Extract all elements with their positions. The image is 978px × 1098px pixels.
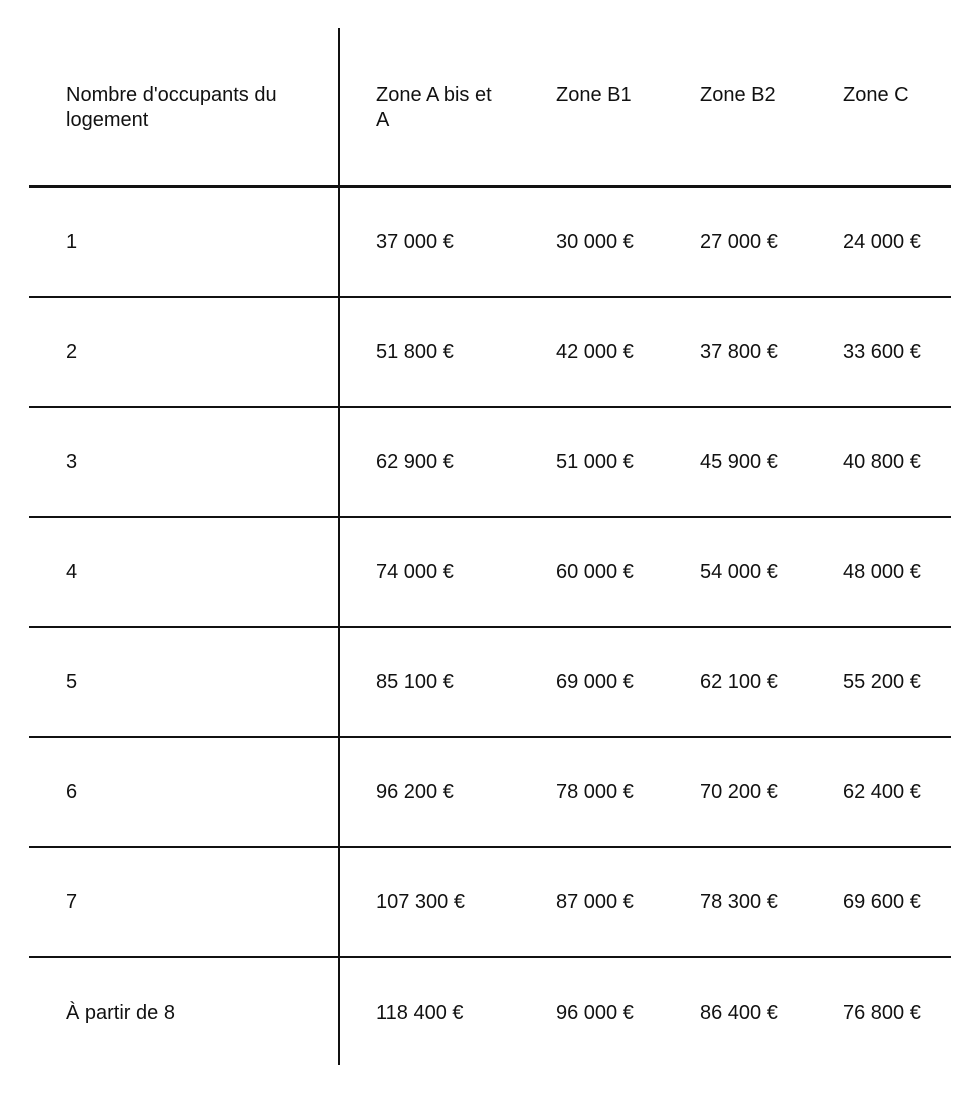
occupants-cell: 1 (66, 230, 78, 253)
zone-b2-cell: 78 300 € (700, 890, 778, 913)
table-row (29, 188, 951, 298)
zone-c-cell: 48 000 € (843, 560, 921, 583)
zone-c-cell: 55 200 € (843, 670, 921, 693)
zone-b1-cell: 69 000 € (556, 670, 634, 693)
table-row (29, 518, 951, 628)
zone-b2-cell: 86 400 € (700, 1001, 778, 1024)
zone-b1-cell: 51 000 € (556, 450, 634, 473)
zone-b1-cell: 78 000 € (556, 780, 634, 803)
zone-b1-cell: 96 000 € (556, 1001, 634, 1024)
zone-c-cell: 76 800 € (843, 1001, 921, 1024)
header-zone-b1: Zone B1 (556, 84, 632, 106)
occupants-cell: 3 (66, 450, 78, 473)
occupants-cell: 5 (66, 670, 78, 693)
header-zone-a: Zone A bis et A (376, 84, 492, 131)
table-row (29, 738, 951, 848)
zone-c-cell: 24 000 € (843, 230, 921, 253)
zone-b2-cell: 54 000 € (700, 560, 778, 583)
zone-a-cell: 74 000 € (376, 560, 454, 583)
zone-b2-cell: 37 800 € (700, 340, 778, 363)
occupants-cell: 2 (66, 340, 78, 363)
zone-a-cell: 85 100 € (376, 670, 454, 693)
zone-a-cell: 62 900 € (376, 450, 454, 473)
occupants-cell: 4 (66, 560, 78, 583)
header-zone-b2: Zone B2 (700, 84, 776, 106)
zone-c-cell: 69 600 € (843, 890, 921, 913)
zone-b1-cell: 60 000 € (556, 560, 634, 583)
occupants-cell: À partir de 8 (66, 1001, 175, 1024)
zone-b1-cell: 87 000 € (556, 890, 634, 913)
zone-b2-cell: 27 000 € (700, 230, 778, 253)
zone-b1-cell: 30 000 € (556, 230, 634, 253)
table-row (29, 408, 951, 518)
income-ceiling-table (29, 28, 951, 1068)
header-occupants: Nombre d'occupants du logement (66, 84, 277, 131)
zone-b1-cell: 42 000 € (556, 340, 634, 363)
occupants-cell: 7 (66, 890, 78, 913)
zone-c-cell: 40 800 € (843, 450, 921, 473)
zone-c-cell: 62 400 € (843, 780, 921, 803)
zone-a-cell: 51 800 € (376, 340, 454, 363)
zone-a-cell: 107 300 € (376, 890, 465, 913)
zone-b2-cell: 62 100 € (700, 670, 778, 693)
table-row (29, 848, 951, 958)
table-row (29, 298, 951, 408)
header-zone-c: Zone C (843, 84, 909, 106)
table-row (29, 628, 951, 738)
occupants-cell: 6 (66, 780, 78, 803)
table-row (29, 958, 951, 1068)
zone-b2-cell: 45 900 € (700, 450, 778, 473)
zone-a-cell: 37 000 € (376, 230, 454, 253)
zone-a-cell: 118 400 € (376, 1001, 464, 1024)
zone-b2-cell: 70 200 € (700, 780, 778, 803)
zone-c-cell: 33 600 € (843, 340, 921, 363)
table-header (29, 28, 951, 188)
zone-a-cell: 96 200 € (376, 780, 454, 803)
